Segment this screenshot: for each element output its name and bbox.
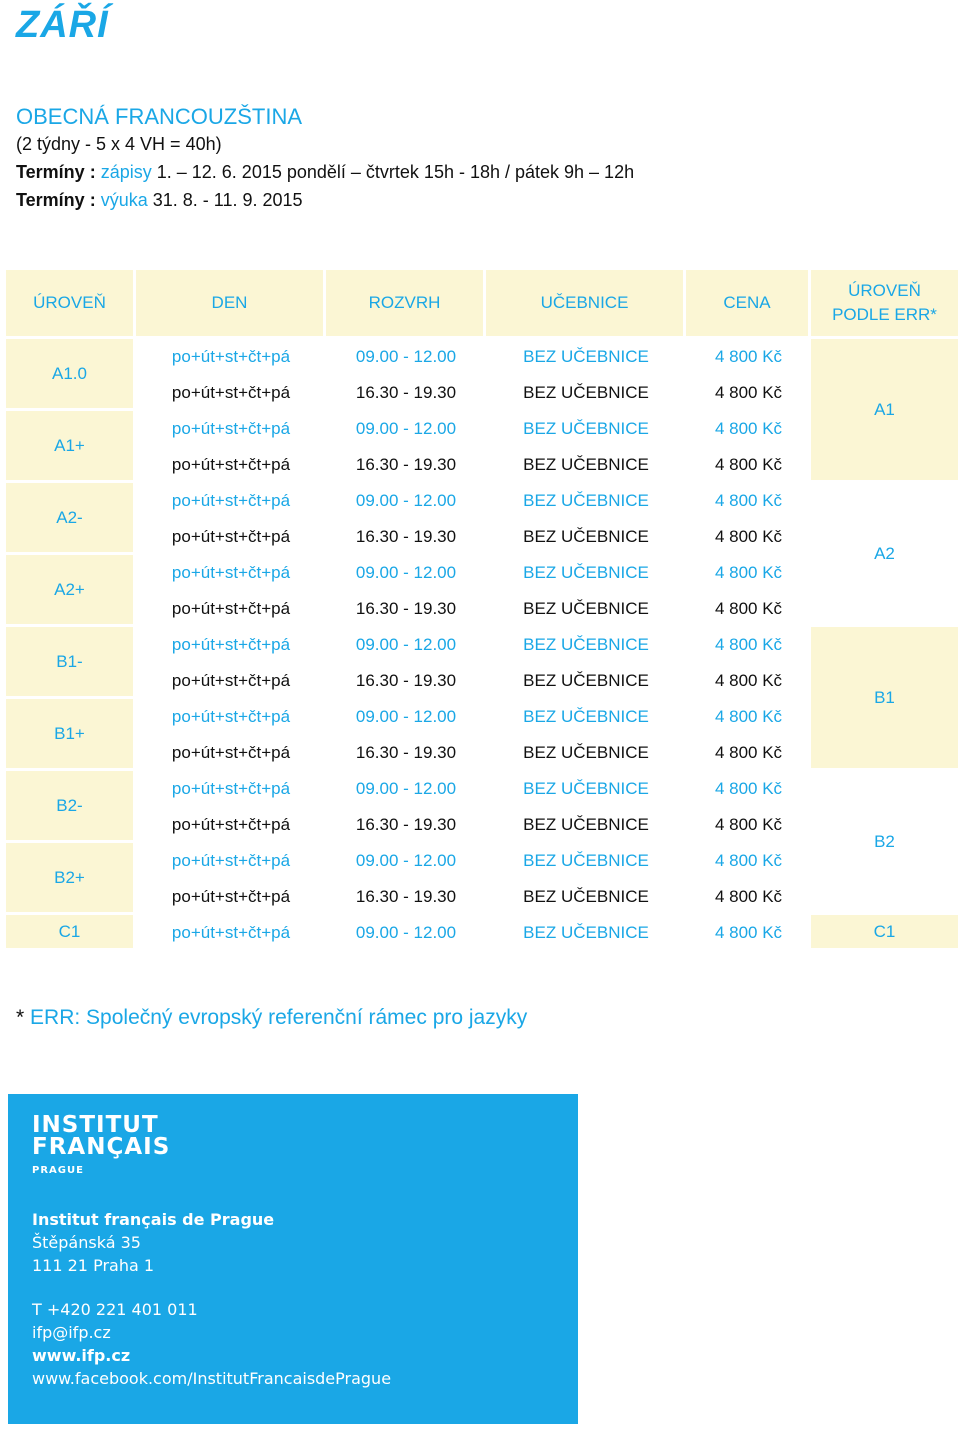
table-row [6,339,958,375]
err-level-cell: A1 [811,339,958,483]
header-price: CENA [686,270,811,339]
cell-time: 09.00 - 12.00 [355,779,457,798]
course-name: OBECNÁ FRANCOUZŠTINA [16,104,303,129]
table-row [6,627,958,663]
cell-price: 4 800 Kč [714,635,783,654]
cell-book: BEZ UČEBNICE [523,347,649,366]
cell-book: BEZ UČEBNICE [523,851,649,870]
table-row-c1 [6,915,958,951]
cell-price: 4 800 Kč [714,815,783,834]
cell-time: 16.30 - 19.30 [355,527,457,546]
cell-day: po+út+st+čt+pá [171,707,291,726]
cell-time: 09.00 - 12.00 [355,635,457,654]
logo-line2: FRANÇAIS [32,1134,171,1160]
level-cell: A2- [6,483,136,555]
cell-book: BEZ UČEBNICE [523,707,649,726]
institute-contact-panel [8,1094,578,1424]
header-err-line2: PODLE ERR* [832,305,937,324]
cell-price: 4 800 Kč [714,383,783,402]
footnote-text: ERR: Společný evropský referenční rámec pro jazyky [30,1006,528,1029]
institute-city: 111 21 Praha 1 [32,1256,155,1275]
cell-day: po+út+st+čt+pá [171,815,291,834]
cell-book: BEZ UČEBNICE [523,599,649,618]
level-cell: A1.0 [6,339,136,411]
header-err-level [811,270,958,339]
cell-day: po+út+st+čt+pá [171,383,291,402]
cell-price: 4 800 Kč [714,563,783,582]
cell-time: 16.30 - 19.30 [355,743,457,762]
cell-price: 4 800 Kč [714,707,783,726]
institute-contacts [32,1298,391,1390]
cell-time: 09.00 - 12.00 [355,851,457,870]
registration-text: 1. – 12. 6. 2015 pondělí – čtvrtek 15h - 18h / pátek 9h – 12h [156,162,635,182]
institut-logo [32,1114,170,1182]
cell-time: 09.00 - 12.00 [355,419,457,438]
level-cell: A1+ [6,411,136,483]
cell-day: po+út+st+čt+pá [171,851,291,870]
header-level: ÚROVEŇ [6,270,136,339]
cell-time: 16.30 - 19.30 [355,815,457,834]
teaching-text: 31. 8. - 11. 9. 2015 [152,190,303,210]
table-row [6,483,958,519]
cell-price: 4 800 Kč [714,491,783,510]
cell-book: BEZ UČEBNICE [523,779,649,798]
registration-label: Termíny : [16,162,96,182]
logo-line1: INSTITUT [32,1112,159,1138]
table-row [6,771,958,807]
cell-time: 09.00 - 12.00 [355,491,457,510]
cell-book: BEZ UČEBNICE [523,743,649,762]
cell-book: BEZ UČEBNICE [523,815,649,834]
cell-day: po+út+st+čt+pá [171,743,291,762]
cell-day: po+út+st+čt+pá [171,635,291,654]
cell-time: 09.00 - 12.00 [355,707,457,726]
logo-line3: PRAGUE [32,1165,84,1176]
cell-day: po+út+st+čt+pá [171,779,291,798]
cell-day: po+út+st+čt+pá [171,599,291,618]
c1-price: 4 800 Kč [714,923,783,942]
institute-name: Institut français de Prague [32,1210,275,1229]
registration-dates [16,162,634,183]
c1-day: po+út+st+čt+pá [171,923,291,942]
page-title: ZÁŘÍ [16,4,109,46]
cell-price: 4 800 Kč [714,347,783,366]
level-cell: B2- [6,771,136,843]
footnote-star: * [16,1006,25,1029]
level-cell: B1- [6,627,136,699]
cell-price: 4 800 Kč [714,743,783,762]
cell-time: 16.30 - 19.30 [355,887,457,906]
cell-time: 16.30 - 19.30 [355,599,457,618]
header-day: DEN [136,270,326,339]
cell-book: BEZ UČEBNICE [523,563,649,582]
cell-price: 4 800 Kč [714,419,783,438]
cell-time: 09.00 - 12.00 [355,347,457,366]
cell-day: po+út+st+čt+pá [171,491,291,510]
err-level-cell: B1 [811,627,958,771]
cell-book: BEZ UČEBNICE [523,635,649,654]
cell-time: 09.00 - 12.00 [355,563,457,582]
teaching-keyword: výuka [100,190,148,210]
header-schedule: ROZVRH [326,270,486,339]
header-textbook: UČEBNICE [486,270,686,339]
institute-street: Štěpánská 35 [32,1233,141,1252]
cell-book: BEZ UČEBNICE [523,491,649,510]
footnote [16,1006,527,1030]
course-duration: (2 týdny - 5 x 4 VH = 40h) [16,134,222,154]
cell-price: 4 800 Kč [714,527,783,546]
cell-price: 4 800 Kč [714,671,783,690]
cell-day: po+út+st+čt+pá [171,419,291,438]
cell-day: po+út+st+čt+pá [171,887,291,906]
cell-day: po+út+st+čt+pá [171,455,291,474]
c1-book: BEZ UČEBNICE [523,923,649,942]
cell-day: po+út+st+čt+pá [171,527,291,546]
teaching-dates [16,190,303,211]
cell-price: 4 800 Kč [714,887,783,906]
cell-time: 16.30 - 19.30 [355,383,457,402]
registration-keyword: zápisy [100,162,152,182]
level-cell: A2+ [6,555,136,627]
c1-time: 09.00 - 12.00 [355,923,457,942]
cell-book: BEZ UČEBNICE [523,419,649,438]
institute-address [32,1208,274,1277]
teaching-label: Termíny : [16,190,96,210]
cell-book: BEZ UČEBNICE [523,527,649,546]
table-header-row [6,270,958,339]
err-level-cell: B2 [811,771,958,915]
err-level-cell: A2 [811,483,958,627]
level-cell: B2+ [6,843,136,915]
cell-day: po+út+st+čt+pá [171,347,291,366]
cell-time: 16.30 - 19.30 [355,455,457,474]
cell-book: BEZ UČEBNICE [523,671,649,690]
institute-phone: T +420 221 401 011 [32,1300,198,1319]
cell-price: 4 800 Kč [714,599,783,618]
cell-day: po+út+st+čt+pá [171,671,291,690]
cell-price: 4 800 Kč [714,455,783,474]
cell-price: 4 800 Kč [714,779,783,798]
cell-book: BEZ UČEBNICE [523,383,649,402]
cell-time: 16.30 - 19.30 [355,671,457,690]
c1-err: C1 [811,915,958,951]
level-cell: B1+ [6,699,136,771]
institute-email[interactable]: ifp@ifp.cz [32,1323,111,1342]
header-err-line1: ÚROVEŇ [848,281,921,300]
institute-facebook[interactable]: www.facebook.com/InstitutFrancaisdePrague [32,1369,392,1388]
schedule-table [6,270,958,951]
cell-book: BEZ UČEBNICE [523,455,649,474]
cell-book: BEZ UČEBNICE [523,887,649,906]
c1-level: C1 [6,915,136,951]
cell-day: po+út+st+čt+pá [171,563,291,582]
institute-web[interactable]: www.ifp.cz [32,1346,131,1365]
cell-price: 4 800 Kč [714,851,783,870]
